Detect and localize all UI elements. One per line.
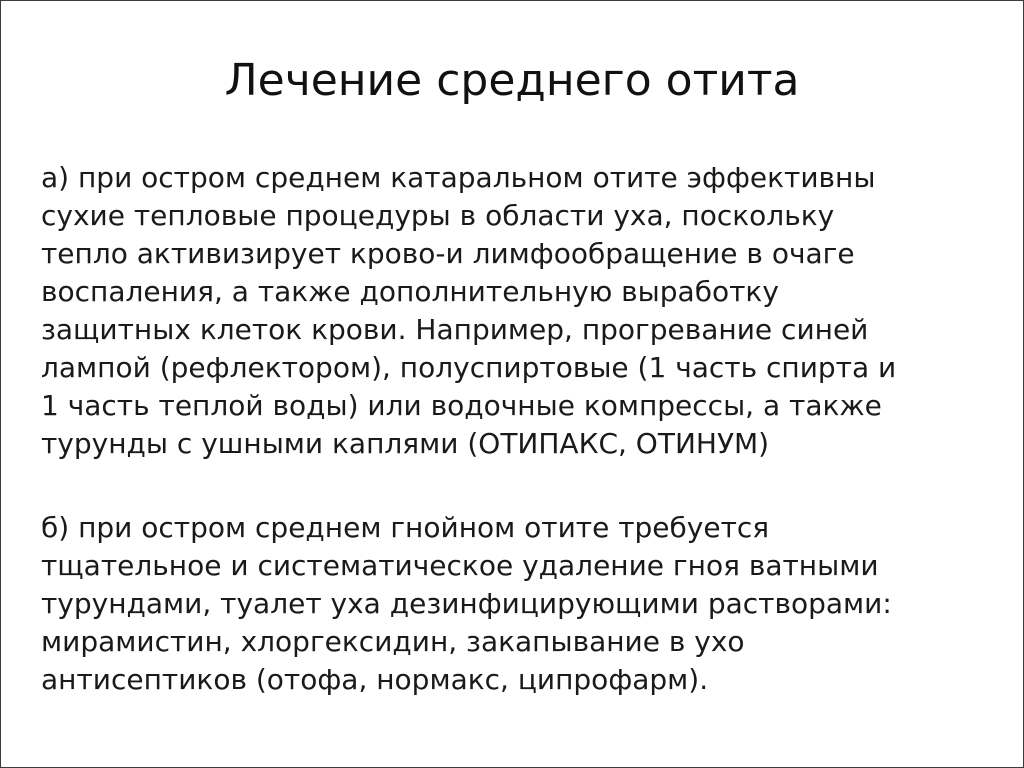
paragraph-line: антисептиков (отофа, нормакс, ципрофарм). bbox=[41, 663, 709, 696]
paragraph-line: б) при остром среднем гнойном отите требуется bbox=[41, 511, 770, 544]
paragraph-line: защитных клеток крови. Например, прогревание синей bbox=[41, 313, 869, 346]
paragraph-line: тщательное и систематическое удаление гноя ватными bbox=[41, 549, 879, 582]
paragraph-line: воспаления, а также дополнительную выработку bbox=[41, 275, 779, 308]
paragraph-acute-catarrhal bbox=[41, 159, 1001, 463]
paragraph-line: 1 часть теплой воды) или водочные компрессы, а также bbox=[41, 389, 882, 422]
paragraph-line: мирамистин, хлоргексидин, закапывание в ухо bbox=[41, 625, 745, 658]
paragraph-line: сухие тепловые процедуры в области уха, поскольку bbox=[41, 199, 835, 232]
paragraph-line: турунды с ушными каплями (ОТИПАКС, ОТИНУМ) bbox=[41, 427, 770, 460]
slide-title: Лечение среднего отита bbox=[224, 55, 800, 106]
paragraph-acute-purulent bbox=[41, 509, 1001, 699]
paragraph-line: тепло активизирует крово-и лимфообращение в очаге bbox=[41, 237, 855, 270]
paragraph-line: а) при остром среднем катаральном отите эффективны bbox=[41, 161, 876, 194]
paragraph-line: турундами, туалет уха дезинфицирующими растворами: bbox=[41, 587, 892, 620]
paragraph-line: лампой (рефлектором), полуспиртовые (1 часть спирта и bbox=[41, 351, 897, 384]
